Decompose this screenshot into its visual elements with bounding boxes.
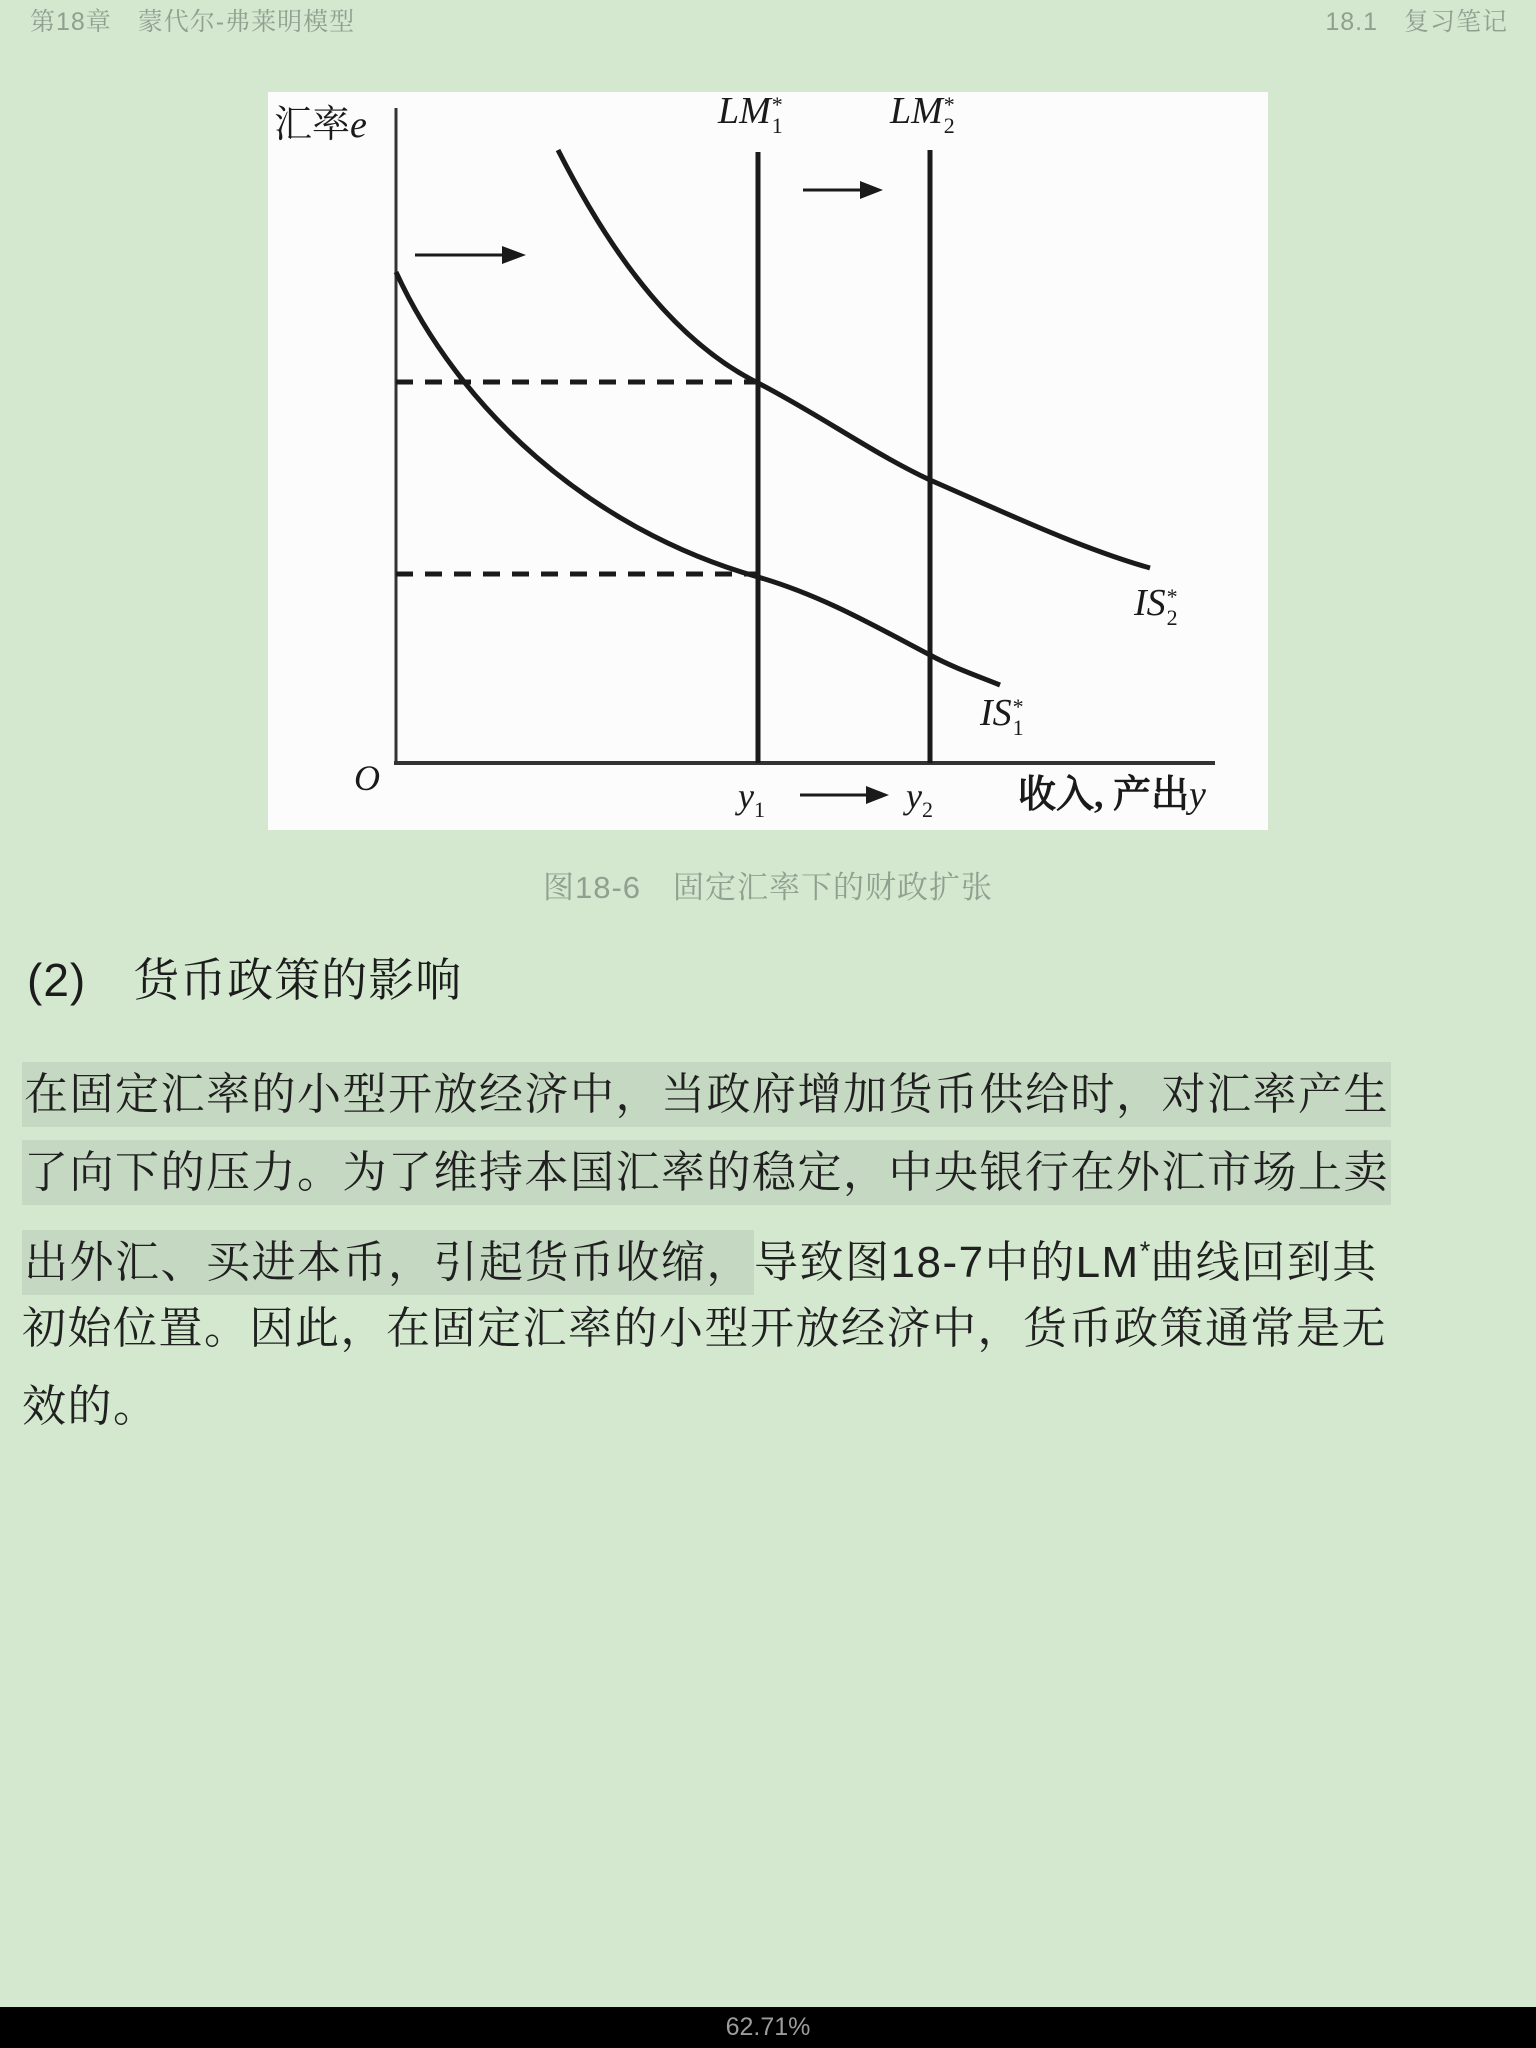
is1-label: [980, 692, 1024, 741]
x-axis-label-cjk: 收入, 产出: [1018, 774, 1190, 816]
paragraph-line: [22, 1056, 1516, 1134]
y1-base: y: [738, 776, 754, 816]
x-axis-label-var: y: [1189, 774, 1206, 816]
figure-18-6: [268, 92, 1268, 830]
origin-o: O: [354, 758, 380, 798]
body-text: 初始位置。因此，在固定汇率的小型开放经济中，货币政策通常是无: [22, 1304, 1387, 1353]
paragraph-line: [22, 1290, 1516, 1368]
lm2-label: [890, 90, 955, 139]
is-shift-arrow: [415, 246, 526, 264]
highlighted-text: 了向下的压力。为了维持本国汇率的稳定，中央银行在外汇市场上卖: [22, 1140, 1391, 1205]
lm1-base: LM: [718, 90, 771, 132]
body-text: *: [1139, 1236, 1151, 1266]
is1-base: IS: [980, 692, 1012, 734]
body-text: 导致图18-7中的LM: [754, 1238, 1140, 1287]
lm1-label: [718, 90, 783, 139]
chapter-title: 第18章 蒙代尔-弗莱明模型: [30, 8, 356, 36]
lm-shift-arrow: [803, 181, 883, 199]
islm-diagram: [268, 92, 1268, 830]
y-axis-label-cjk: 汇率: [274, 104, 351, 146]
paragraph-line: [22, 1368, 1516, 1446]
y2-label: [906, 778, 933, 821]
y-shift-arrow: [800, 786, 889, 804]
is2-base: IS: [1134, 582, 1166, 624]
progress-percent: 62.71%: [725, 2013, 811, 2041]
is2-label: [1134, 582, 1178, 631]
is2-sup: *: [1166, 584, 1178, 610]
is1-sup: *: [1012, 694, 1024, 720]
body-text: 曲线回到其: [1150, 1238, 1378, 1287]
y-axis-label-var: e: [350, 104, 367, 146]
y1-label: [738, 778, 765, 821]
highlighted-text: 出外汇、买进本币，引起货币收缩，: [22, 1230, 754, 1295]
lm2-base: LM: [890, 90, 943, 132]
paragraph: [22, 1056, 1516, 1446]
body-text: 效的。: [22, 1382, 159, 1431]
figure-caption: 图18-6 固定汇率下的财政扩张: [542, 870, 994, 905]
highlighted-text: 在固定汇率的小型开放经济中，当政府增加货币供给时，对汇率产生: [22, 1062, 1391, 1127]
y-axis-label: [274, 106, 367, 144]
lm1-sub: 1: [771, 113, 783, 139]
y2-sub: 2: [921, 797, 933, 822]
paragraph-line: [22, 1212, 1516, 1290]
paragraph-line: [22, 1134, 1516, 1212]
x-axis-label: [1018, 776, 1206, 814]
section-heading: (2) 货币政策的影响: [27, 954, 463, 1006]
lm2-sub: 2: [943, 113, 955, 139]
is1-sub: 1: [1012, 715, 1024, 741]
is1-curve: [396, 272, 1000, 685]
section-breadcrumb: 18.1 复习笔记: [1325, 8, 1508, 36]
is2-curve: [558, 150, 1150, 568]
lm2-sup: *: [943, 92, 955, 118]
progress-bar: [0, 2007, 1536, 2048]
y1-sub: 1: [753, 797, 765, 822]
is2-sub: 2: [1166, 605, 1178, 631]
y2-base: y: [906, 776, 922, 816]
reader-header: [30, 6, 1508, 38]
lm1-sup: *: [771, 92, 783, 118]
origin-label: [354, 760, 380, 796]
